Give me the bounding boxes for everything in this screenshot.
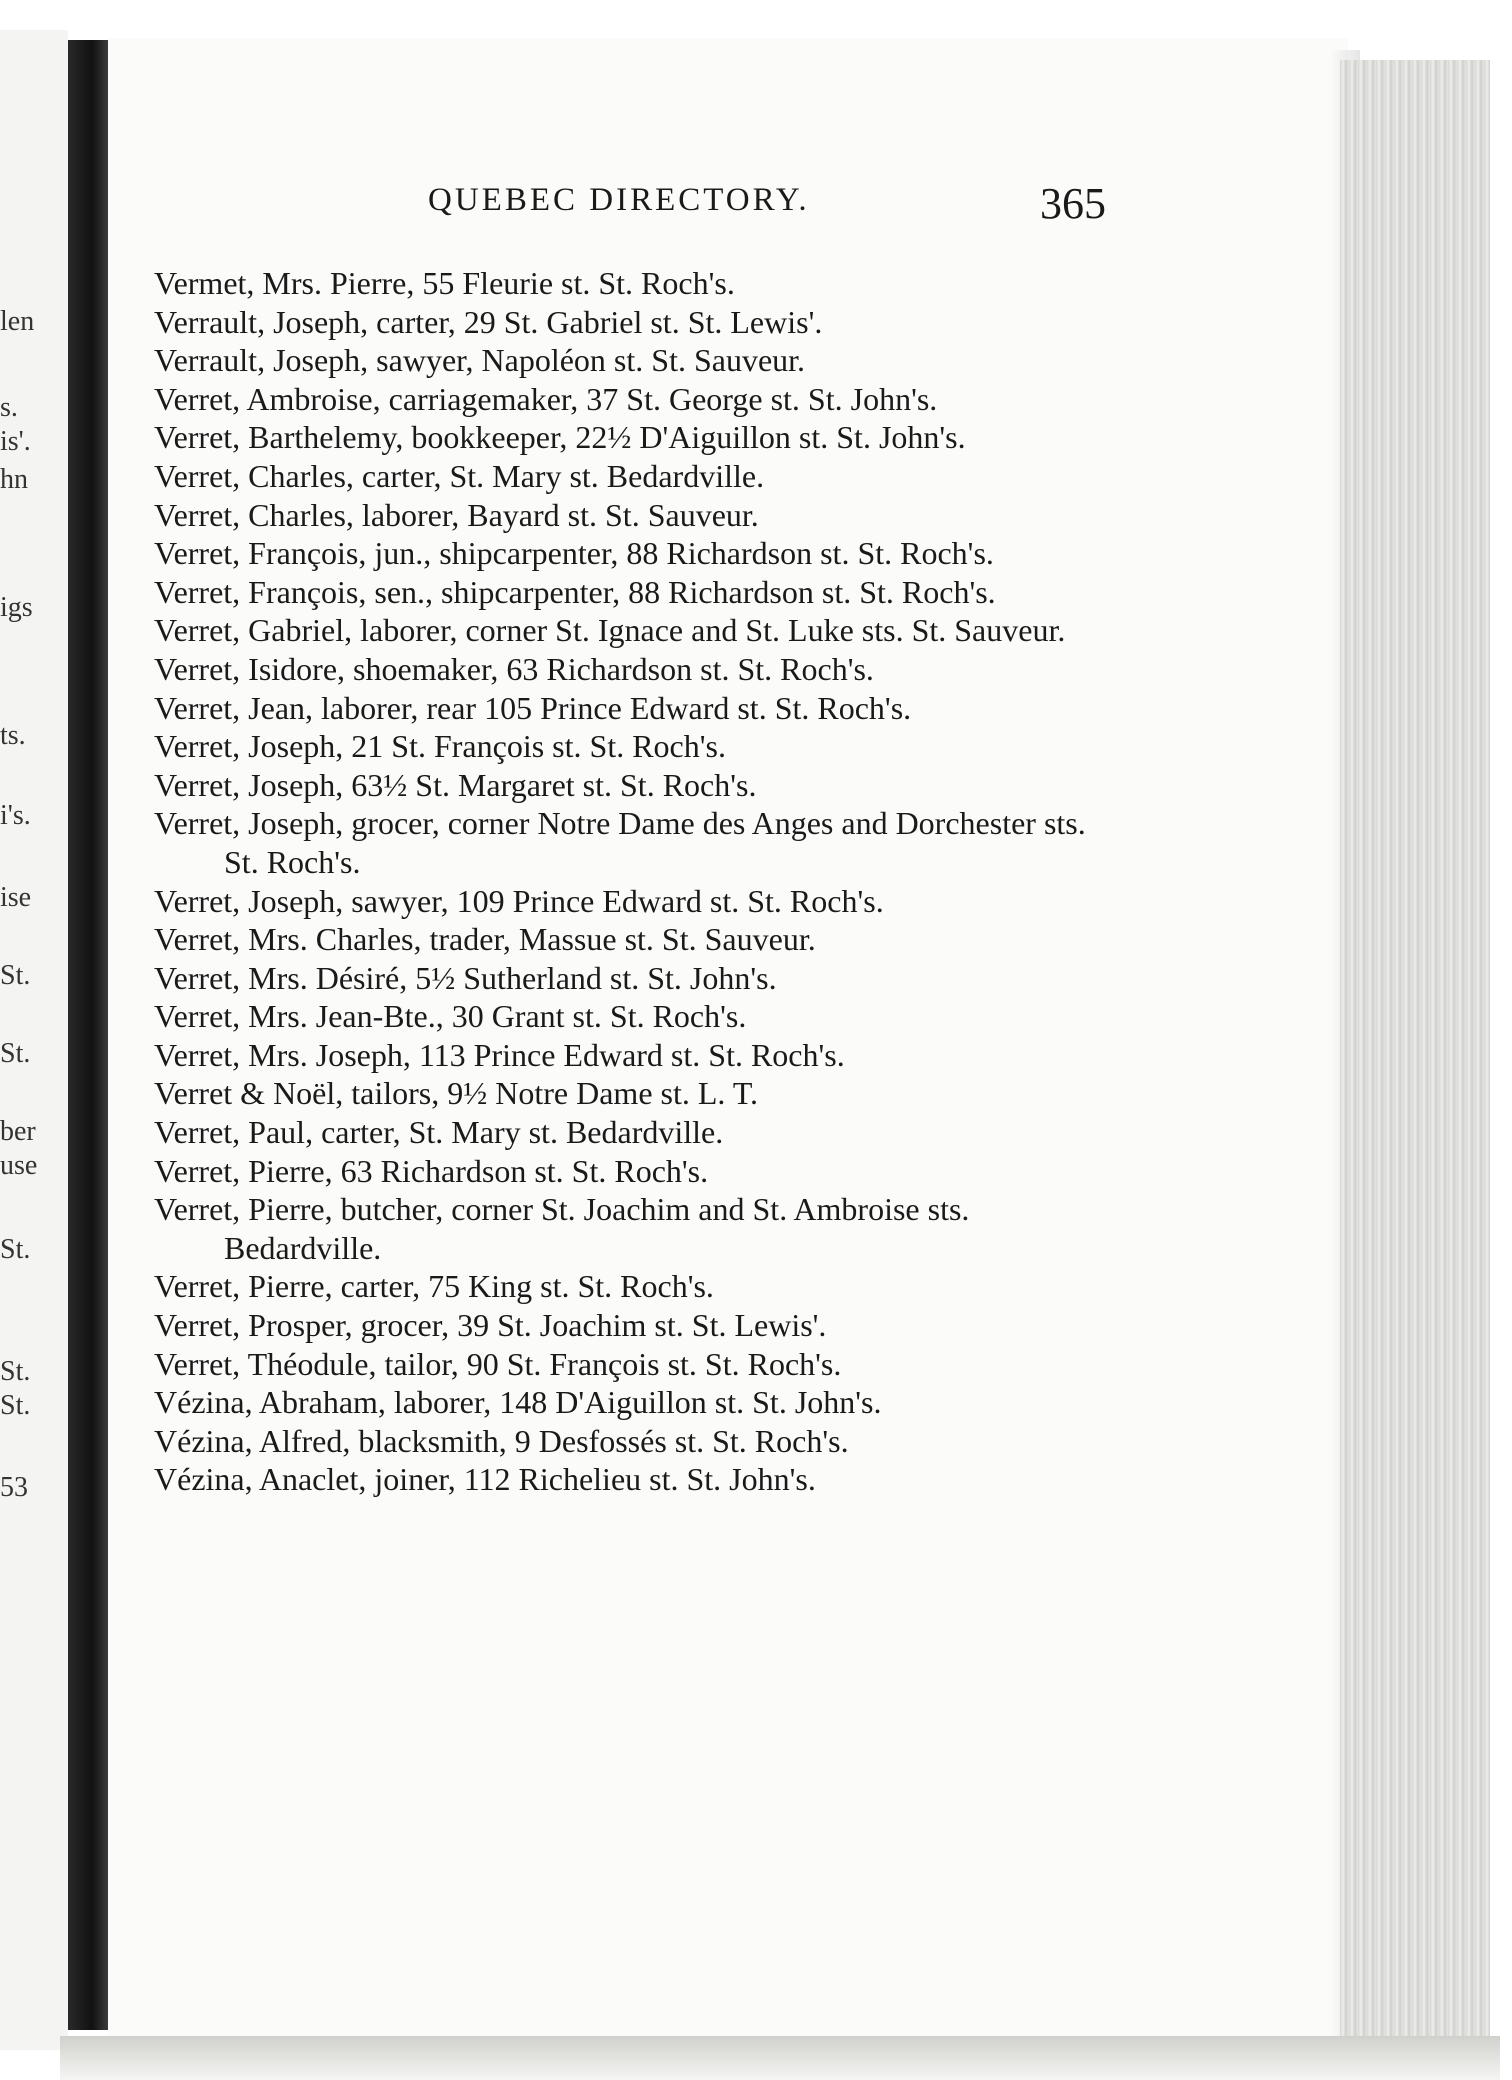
directory-entry: Verret, Pierre, butcher, corner St. Joachim and St. Ambroise sts. Bedardville. [154,1191,970,1266]
directory-entry: Verret, Mrs. Jean-Bte., 30 Grant st. St. Roch's. [154,998,747,1035]
facing-page-fragment: i's. [0,800,31,831]
directory-entry: Verret, Mrs. Désiré, 5½ Sutherland st. St. John's. [154,959,777,996]
directory-entry: Verret, Joseph, 63½ St. Margaret st. St. Roch's. [154,766,757,803]
directory-entry: Verret, François, sen., shipcarpenter, 88 Richardson st. St. Roch's. [154,573,996,610]
directory-entry: Verret & Noël, tailors, 9½ Notre Dame st. L. T. [154,1075,758,1112]
facing-page-fragment: len [0,306,35,337]
directory-entry: Verret, Ambroise, carriagemaker, 37 St. George st. St. John's. [154,380,938,417]
facing-page-edge [0,30,68,2050]
facing-page-fragment: igs [0,592,33,623]
directory-entry: Verret, Mrs. Joseph, 113 Prince Edward st. St. Roch's. [154,1036,845,1073]
facing-page-fragment: St. [0,1390,31,1421]
directory-entry: Verret, Joseph, grocer, corner Notre Dame des Anges and Dorchester sts. St. Roch's. [154,805,1086,880]
book-spine [68,40,108,2030]
directory-entry: Verret, Pierre, 63 Richardson st. St. Roch's. [154,1152,709,1189]
directory-entry: Vézina, Abraham, laborer, 148 D'Aiguillon st. St. John's. [154,1384,882,1421]
page-number: 365 [1040,179,1106,228]
facing-page-fragment: St. [0,1234,31,1265]
facing-page-fragment: St. [0,960,31,991]
directory-entry: Verret, Joseph, sawyer, 109 Prince Edward st. St. Roch's. [154,882,884,919]
running-title: QUEBEC DIRECTORY. [428,182,810,218]
directory-entry: Verret, Charles, laborer, Bayard st. St. Sauveur. [154,496,759,533]
facing-page-fragment: 53 [0,1472,28,1503]
directory-entry: Vermet, Mrs. Pierre, 55 Fleurie st. St. Roch's. [154,265,735,301]
facing-page-fragment: ber [0,1116,36,1147]
facing-page-fragment: hn [0,464,28,495]
facing-page-fragment: is'. [0,426,31,457]
directory-entry: Vézina, Anaclet, joiner, 112 Richelieu st. St. John's. [154,1461,816,1498]
directory-entry: Verrault, Joseph, sawyer, Napoléon st. St. Sauveur. [154,342,806,379]
facing-page-fragment: s. [0,392,18,423]
page-edges [1340,60,1490,2070]
directory-entry: Verret, Jean, laborer, rear 105 Prince Edward st. St. Roch's. [154,689,912,726]
directory-entry: Verret, Barthelemy, bookkeeper, 22½ D'Aiguillon st. St. John's. [154,419,966,456]
facing-page-fragment: ts. [0,720,26,751]
directory-entry: Verret, Charles, carter, St. Mary st. Bedardville. [154,457,765,494]
directory-entry: Verret, Pierre, carter, 75 King st. St. Roch's. [154,1268,714,1305]
directory-entry: Verrault, Joseph, carter, 29 St. Gabriel st. St. Lewis'. [154,303,823,340]
bottom-shadow [60,2036,1500,2080]
facing-page-fragment: ise [0,882,32,913]
directory-entry: Vézina, Alfred, blacksmith, 9 Desfossés st. St. Roch's. [154,1422,849,1459]
directory-entry: Verret, Théodule, tailor, 90 St. François st. St. Roch's. [154,1345,842,1382]
directory-entry: Verret, Prosper, grocer, 39 St. Joachim st. St. Lewis'. [154,1307,827,1344]
directory-entry: Verret, Gabriel, laborer, corner St. Ignace and St. Luke sts. St. Sauveur. [154,612,1066,649]
directory-entry: Verret, Mrs. Charles, trader, Massue st. St. Sauveur. [154,921,816,958]
facing-page-fragment: St. [0,1038,31,1069]
directory-entries [154,264,1114,1499]
directory-entry: Verret, François, jun., shipcarpenter, 88 Richardson st. St. Roch's. [154,535,994,572]
facing-page-fragment: use [0,1150,38,1181]
directory-entry: Verret, Isidore, shoemaker, 63 Richardson st. St. Roch's. [154,650,874,687]
facing-page-fragment: St. [0,1356,31,1387]
directory-entry: Verret, Joseph, 21 St. François st. St. Roch's. [154,728,726,765]
directory-entry: Verret, Paul, carter, St. Mary st. Bedardville. [154,1114,724,1151]
